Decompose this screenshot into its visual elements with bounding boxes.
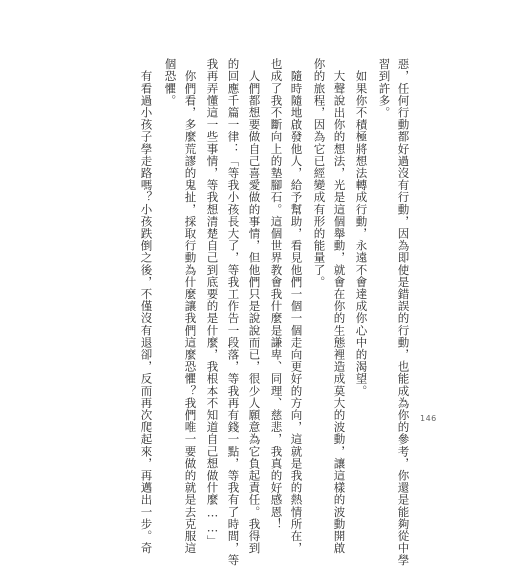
text-column: 人們都想要做自己喜愛做的事情，但他們只是說說而已，很少人願意為它負起責任。我得到: [247, 58, 262, 555]
text-column: 習到許多。: [377, 58, 392, 119]
text-column: 如果你不積極將想法轉成行動，永遠不會達成你心中的渴望。: [354, 58, 369, 397]
page-number: 146: [420, 414, 437, 423]
text-column: 個恐懼。: [163, 58, 178, 107]
text-column: 你的旅程，因為它已經變成有形的能量了。: [312, 58, 327, 288]
text-column: 大聲說出你的想法，光是這個舉動，就會在你的生態裡造成莫大的波動，讓這樣的波動開啟: [332, 58, 347, 555]
text-column: 你們看，多麼荒謬的鬼扯，採取行動為什麼讓我們這麼恐懼？我們唯一要做的就是去克服這: [183, 58, 198, 555]
text-column: 惡，任何行動都好過沒有行動，因為即使是錯誤的行動，也能成為你的參考，你還是能夠從中學: [396, 58, 411, 566]
text-column: 也成了我不斷向上的墊腳石。這個世界教會我什麼是謙卑、同理、慈悲，我真的好感恩！: [269, 58, 284, 530]
text-column: 有看過小孩子學走路嗎？小孩跌倒之後，不僅沒有退卻，反而再次爬起來，再邁出一步。奇: [139, 58, 154, 555]
text-column: 隨時隨地啟發他人，給予幫助，看見他們一個一個走向更好的方向，這就是我的熱情所在，: [289, 58, 304, 555]
text-column: 我再弄懂這一些事情，等我想清楚自己到底要的是什麼，我根本不知道自己想做什麼……」: [205, 58, 220, 547]
text-column: 的回應千篇一律：「等我小孩長大了，等我工作告一段落，等我再有錢一點，等我有了時間，等: [226, 58, 241, 566]
